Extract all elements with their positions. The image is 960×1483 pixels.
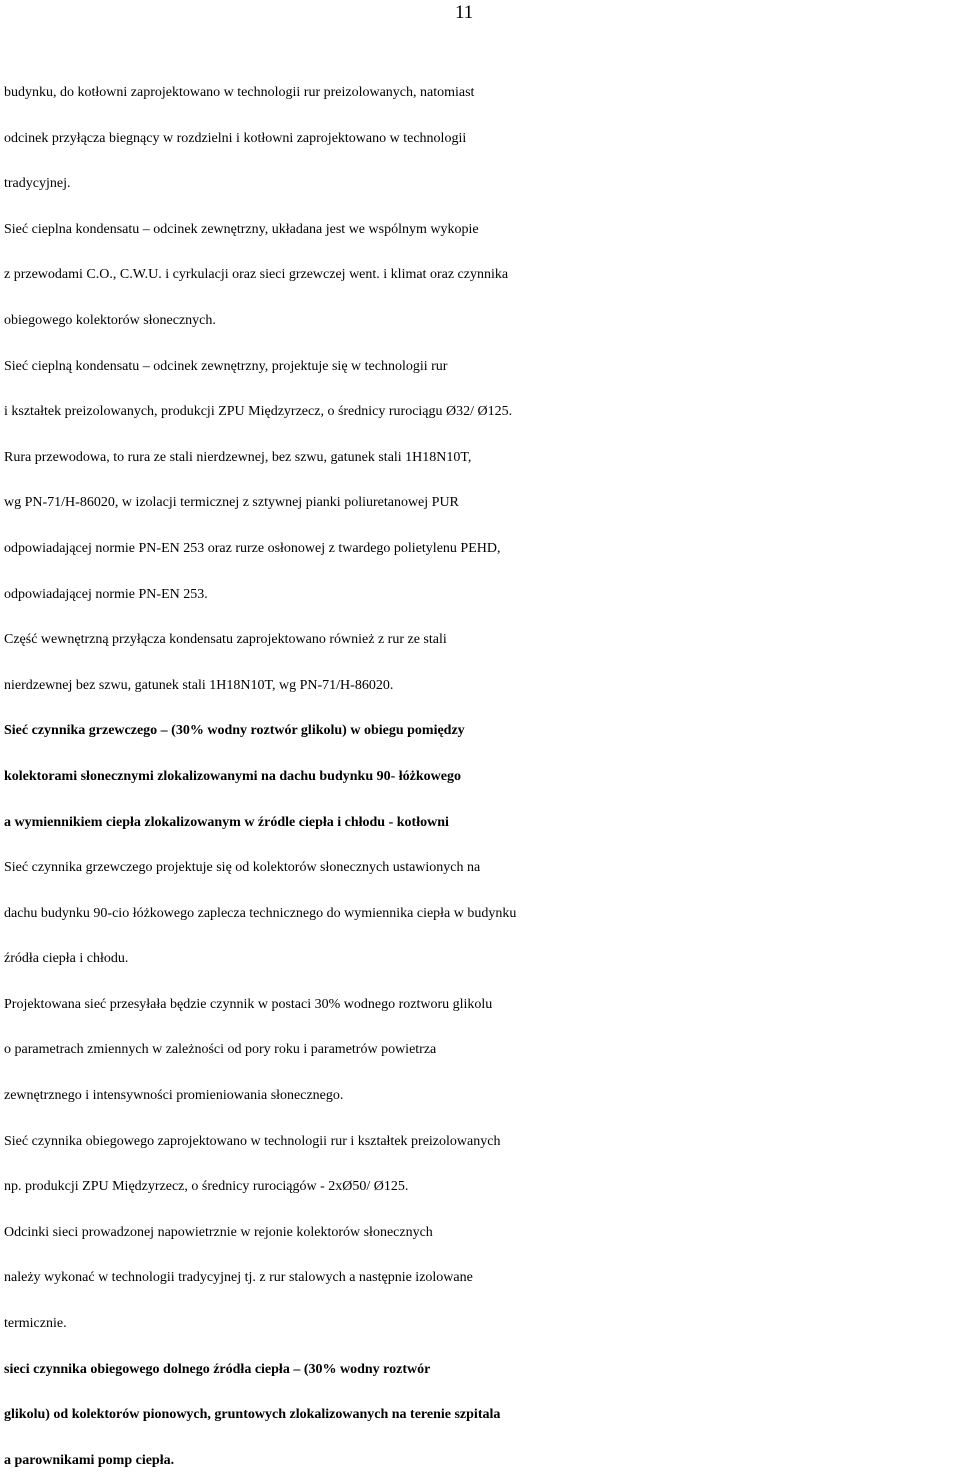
text-line: np. produkcji ZPU Międzyrzecz, o średnicy rurociągów - 2xØ50/ Ø125.: [4, 1179, 409, 1195]
text-line: zewnętrznego i intensywności promieniowania słonecznego.: [4, 1088, 344, 1104]
bold-text-line: Sieć czynnika grzewczego – (30% wodny roztwór glikolu) w obiegu pomiędzy: [4, 723, 465, 739]
text-line: Sieć cieplna kondensatu – odcinek zewnętrzny, układana jest we wspólnym wykopie: [4, 221, 479, 237]
text-line: odpowiadającej normie PN-EN 253.: [4, 586, 208, 602]
bold-text-line: a wymiennikiem ciepła zlokalizowanym w źródle ciepła i chłodu - kotłowni: [4, 814, 449, 830]
text-line: tradycyjnej.: [4, 176, 71, 192]
text-line: Sieć cieplną kondensatu – odcinek zewnętrzny, projektuje się w technologii rur: [4, 358, 448, 374]
text-line: odcinek przyłącza biegnący w rozdzielni i kotłowni zaprojektowano w technologii: [4, 130, 467, 146]
document-body: [4, 70, 960, 1483]
text-line: z przewodami C.O., C.W.U. i cyrkulacji oraz sieci grzewczej went. i klimat oraz czynnika: [4, 267, 509, 283]
text-line: nierdzewnej bez szwu, gatunek stali 1H18N10T, wg PN-71/H-86020.: [4, 677, 394, 693]
text-line: o parametrach zmiennych w zależności od pory roku i parametrów powietrza: [4, 1042, 437, 1058]
text-line: odpowiadającej normie PN-EN 253 oraz rurze osłonowej z twardego polietylenu PEHD,: [4, 540, 501, 556]
text-line: Odcinki sieci prowadzonej napowietrznie w rejonie kolektorów słonecznych: [4, 1224, 433, 1240]
text-line: Część wewnętrzną przyłącza kondensatu zaprojektowano również z rur ze stali: [4, 632, 447, 648]
page-number: 11: [455, 2, 474, 23]
text-line: źródła ciepła i chłodu.: [4, 951, 129, 967]
text-line: budynku, do kotłowni zaprojektowano w technologii rur preizolowanych, natomiast: [4, 85, 475, 100]
text-line: i kształtek preizolowanych, produkcji ZPU Międzyrzecz, o średnicy rurociągu Ø32/ Ø125.: [4, 404, 513, 420]
text-line: obiegowego kolektorów słonecznych.: [4, 312, 216, 328]
bold-text-line: sieci czynnika obiegowego dolnego źródła ciepła – (30% wodny roztwór: [4, 1361, 431, 1377]
text-line: Projektowana sieć przesyłała będzie czynnik w postaci 30% wodnego roztworu glikolu: [4, 996, 493, 1012]
text-line: termicznie.: [4, 1316, 67, 1332]
bold-text-line: a parownikami pomp ciepła.: [4, 1452, 175, 1468]
bold-text-line: glikolu) od kolektorów pionowych, gruntowych zlokalizowanych na terenie szpitala: [4, 1407, 501, 1423]
text-line: Rura przewodowa, to rura ze stali nierdzewnej, bez szwu, gatunek stali 1H18N10T,: [4, 449, 472, 465]
bold-text-line: kolektorami słonecznymi zlokalizowanymi na dachu budynku 90- łóżkowego: [4, 768, 461, 784]
text-line: Sieć czynnika grzewczego projektuje się od kolektorów słonecznych ustawionych na: [4, 860, 481, 876]
text-line: dachu budynku 90-cio łóżkowego zaplecza technicznego do wymiennika ciepła w budynku: [4, 905, 517, 921]
text-line: wg PN-71/H-86020, w izolacji termicznej z sztywnej pianki poliuretanowej PUR: [4, 495, 459, 511]
text-line: Sieć czynnika obiegowego zaprojektowano w technologii rur i kształtek preizolowanych: [4, 1133, 501, 1149]
text-line: należy wykonać w technologii tradycyjnej tj. z rur stalowych a następnie izolowane: [4, 1270, 473, 1286]
